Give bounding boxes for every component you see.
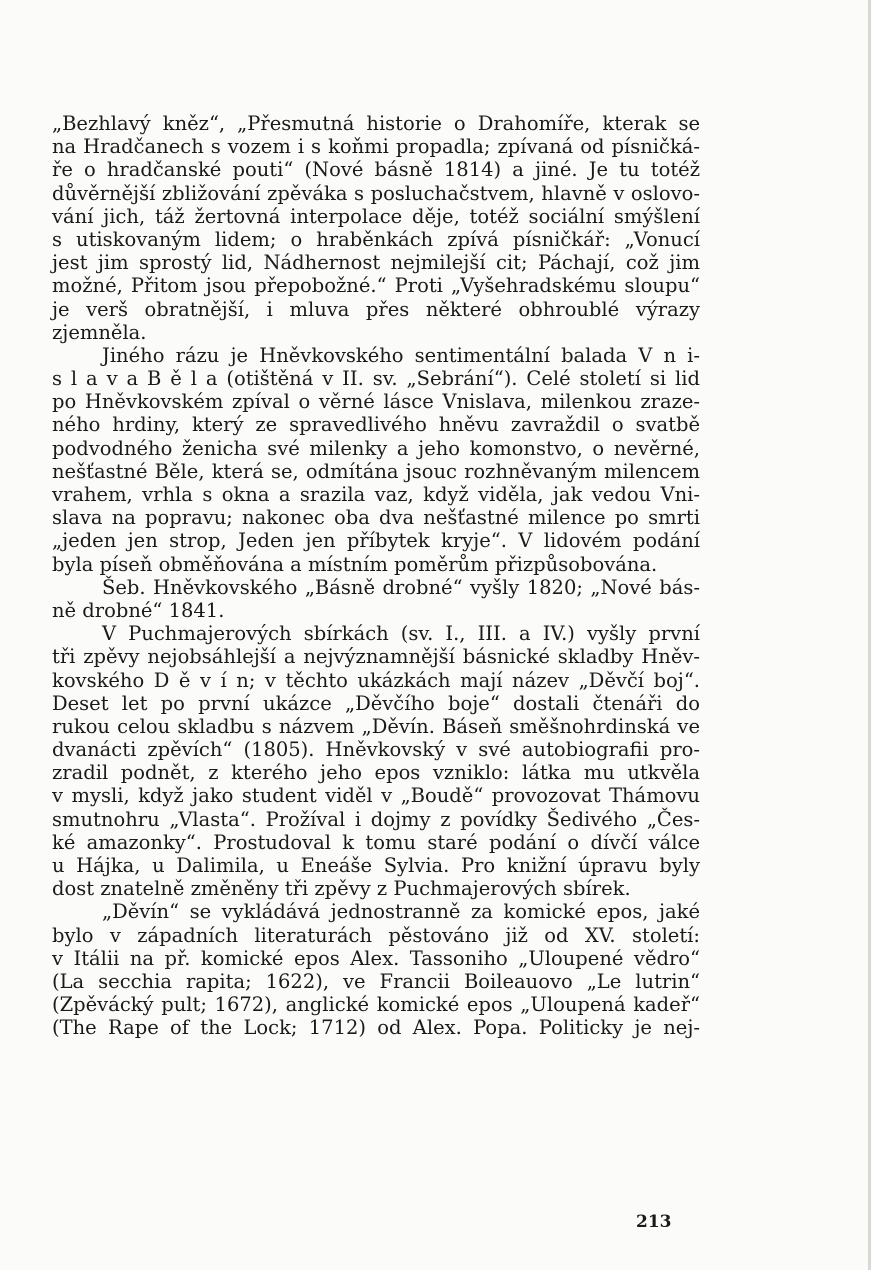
text-line: bylo v západních literaturách pěstováno již od XV. století: [52,923,700,947]
text-line: kovského D ě v í n; v těchto ukázkách mají název „Děvčí boj“. [52,668,700,692]
paragraph [52,112,700,344]
text-line: na Hradčanech s vozem i s koňmi propadla; zpívaná od písničká- [52,135,700,159]
text-line: Jiného rázu je Hněvkovského sentimentální balada V n i- [102,343,700,367]
text-line: v Itálii na př. komické epos Alex. Tassoniho „Uloupené vědro“ [52,946,700,970]
paragraph [52,344,700,576]
paragraph [52,900,700,1039]
text-line: smutnohru „Vlasta“. Prožíval i dojmy z povídky Šedivého „Čes- [52,807,700,831]
text-line: po Hněvkovském zpíval o věrné lásce Vnislava, milenkou zraze- [52,390,700,414]
text-line: vání jich, táž žertovná interpolace děje, totéž sociální smýšlení [52,204,700,228]
text-line: (The Rape of the Lock; 1712) od Alex. Popa. Politicky je nej- [52,1016,700,1040]
text-line: „jeden jen strop, Jeden jen příbytek kryje“. V lidovém podání [52,529,700,553]
text-line: (La secchia rapita; 1622), ve Francii Boileauovo „Le lutrin“ [52,969,700,993]
text-line: zjemněla. [52,320,147,344]
text-line: u Hájka, u Dalimila, u Eneáše Sylvia. Pro knižní úpravu byly [52,854,700,877]
text-line: „Bezhlavý kněz“, „Přesmutná historie o Drahomíře, kterak se [52,112,700,135]
text-line: možné, Přitom jsou přepobožné.“ Proti „Vyšehradskému sloupu“ [52,274,700,298]
text-line: ně drobné“ 1841. [52,598,225,622]
text-line: s l a v a B ě l a (otištěná v II. sv. „Sebrání“). Celé století si lid [52,367,700,391]
text-line: „Děvín“ se vykládává jednostranně za komické epos, jaké [102,900,700,924]
paragraph [52,576,700,622]
text-line: dost znatelně změněny tři zpěvy z Puchmajerových sbírek. [52,877,631,901]
text-line: ného hrdiny, který ze spravedlivého hněvu zavraždil o svatbě [52,413,700,437]
text-line: dvanácti zpěvích“ (1805). Hněvkovský v své autobiografii pro- [52,738,700,762]
text-line: Šeb. Hněvkovského „Básně drobné“ vyšly 1820; „Nové bás- [102,575,700,599]
text-line: s utiskovaným lidem; o hraběnkách zpívá písničkář: „Vonucí [52,227,700,251]
text-line: zradil podnět, z kterého jeho epos vzniklo: látka mu utkvěla [52,761,700,785]
text-line: V Puchmajerových sbírkách (sv. I., III. a IV.) vyšly první [102,622,700,646]
body-text [52,112,700,1040]
text-line: nešťastné Běle, která se, odmítána jsouc rozhněvaným milencem [52,459,700,483]
text-line: byla píseň obměňována a místním poměrům přizpůsobována. [52,552,658,576]
page-number: 213 [636,1212,672,1232]
text-line: je verš obratnější, i mluva přes některé obhroublé výrazy [52,297,700,321]
text-line: jest jim sprostý lid, Nádhernost nejmilejší cit; Páchají, což jim [52,251,700,275]
text-line: (Zpěvácký pult; 1672), anglické komické epos „Uloupená kadeř“ [52,993,700,1017]
text-line: tři zpěvy nejobsáhlejší a nejvýznamnější básnické skladby Hněv- [52,645,700,669]
text-line: slava na popravu; nakonec oba dva nešťastné milence po smrti [52,506,700,530]
text-line: ké amazonky“. Prostudoval k tomu staré podání o dívčí válce [52,830,700,854]
text-line: důvěrnější zbližování zpěváka s posluchačstvem, hlavně v oslovo- [52,181,700,205]
text-line: ře o hradčanské pouti“ (Nové básně 1814) a jiné. Je tu totéž [52,158,700,182]
text-line: podvodného ženicha své milenky a jeho komonstvo, o nevěrné, [52,436,700,460]
text-line: Deset let po první ukázce „Děvčího boje“ dostali čtenáři do [52,691,700,715]
text-line: rukou celou skladbu s názvem „Děvín. Báseň směšnohrdinská ve [52,714,700,738]
paragraph [52,622,700,900]
text-line: vrahem, vrhla s okna a srazila vaz, když viděla, jak vedou Vni- [52,483,700,506]
text-line: v mysli, když jako student viděl v „Boudě“ provozovat Thámovu [52,784,700,808]
